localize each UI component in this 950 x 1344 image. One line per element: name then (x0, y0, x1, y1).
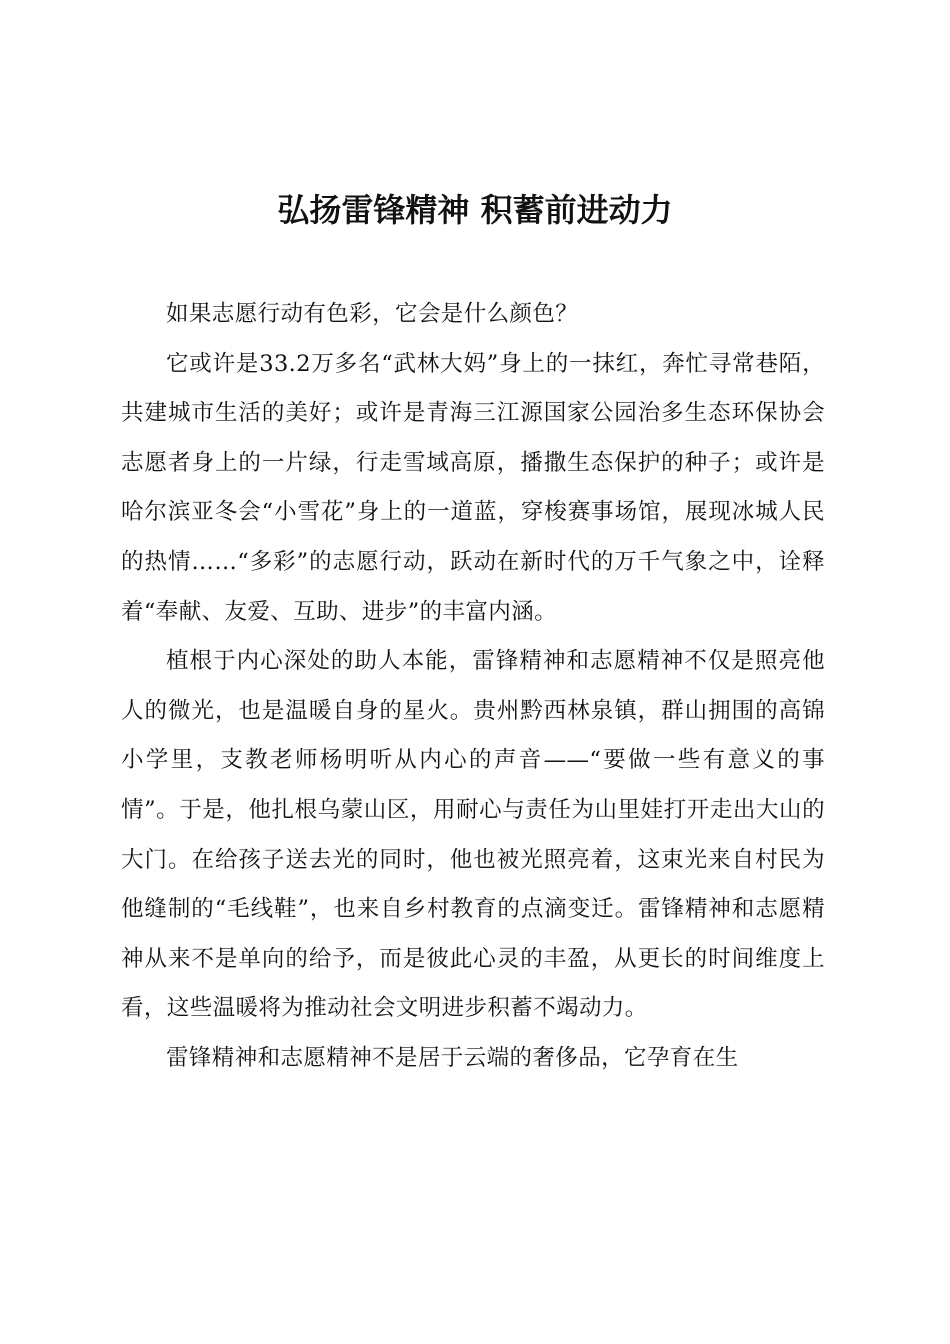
paragraph: 雷锋精神和志愿精神不是居于云端的奢侈品，它孕育在生 (166, 1044, 739, 1071)
paragraph: 它或许是33.2万多名“武林大妈”身上的一抹红，奔忙寻常巷陌，共建城市生活的美好；或许是青海三江源国家公园治多生态环保协会志愿者身上的一片绿，行走雪域高原，播撒生态保护的种子；或许是哈尔滨亚冬会“小雪花”身上的一道蓝，穿梭赛事场馆，展现冰城人民的热情……“多彩”的志愿行动，跃动在新时代的万千气象之中，诠释着“奉献、友爱、互助、进步”的丰富内涵。 (121, 350, 825, 625)
document-title: 弘扬雷锋精神 积蓄前进动力 (277, 191, 673, 229)
paragraph: 如果志愿行动有色彩，它会是什么颜色？ (166, 301, 579, 327)
paragraph: 植根于内心深处的助人本能，雷锋精神和志愿精神不仅是照亮他人的微光，也是温暖自身的星火。贵州黔西林泉镇，群山拥围的高锦小学里，支教老师杨明听从内心的声音——“要做一些有意义的事情”。于是，他扎根乌蒙山区，用耐心与责任为山里娃打开走出大山的大门。在给孩子送去光的同时，他也被光照亮着，这束光来自村民为他缝制的“毛线鞋”，也来自乡村教育的点滴变迁。雷锋精神和志愿精神从来不是单向的给予，而是彼此心灵的丰盈，从更长的时间维度上看，这些温暖将为推动社会文明进步积蓄不竭动力。 (121, 648, 825, 1022)
document-body (121, 290, 825, 1084)
